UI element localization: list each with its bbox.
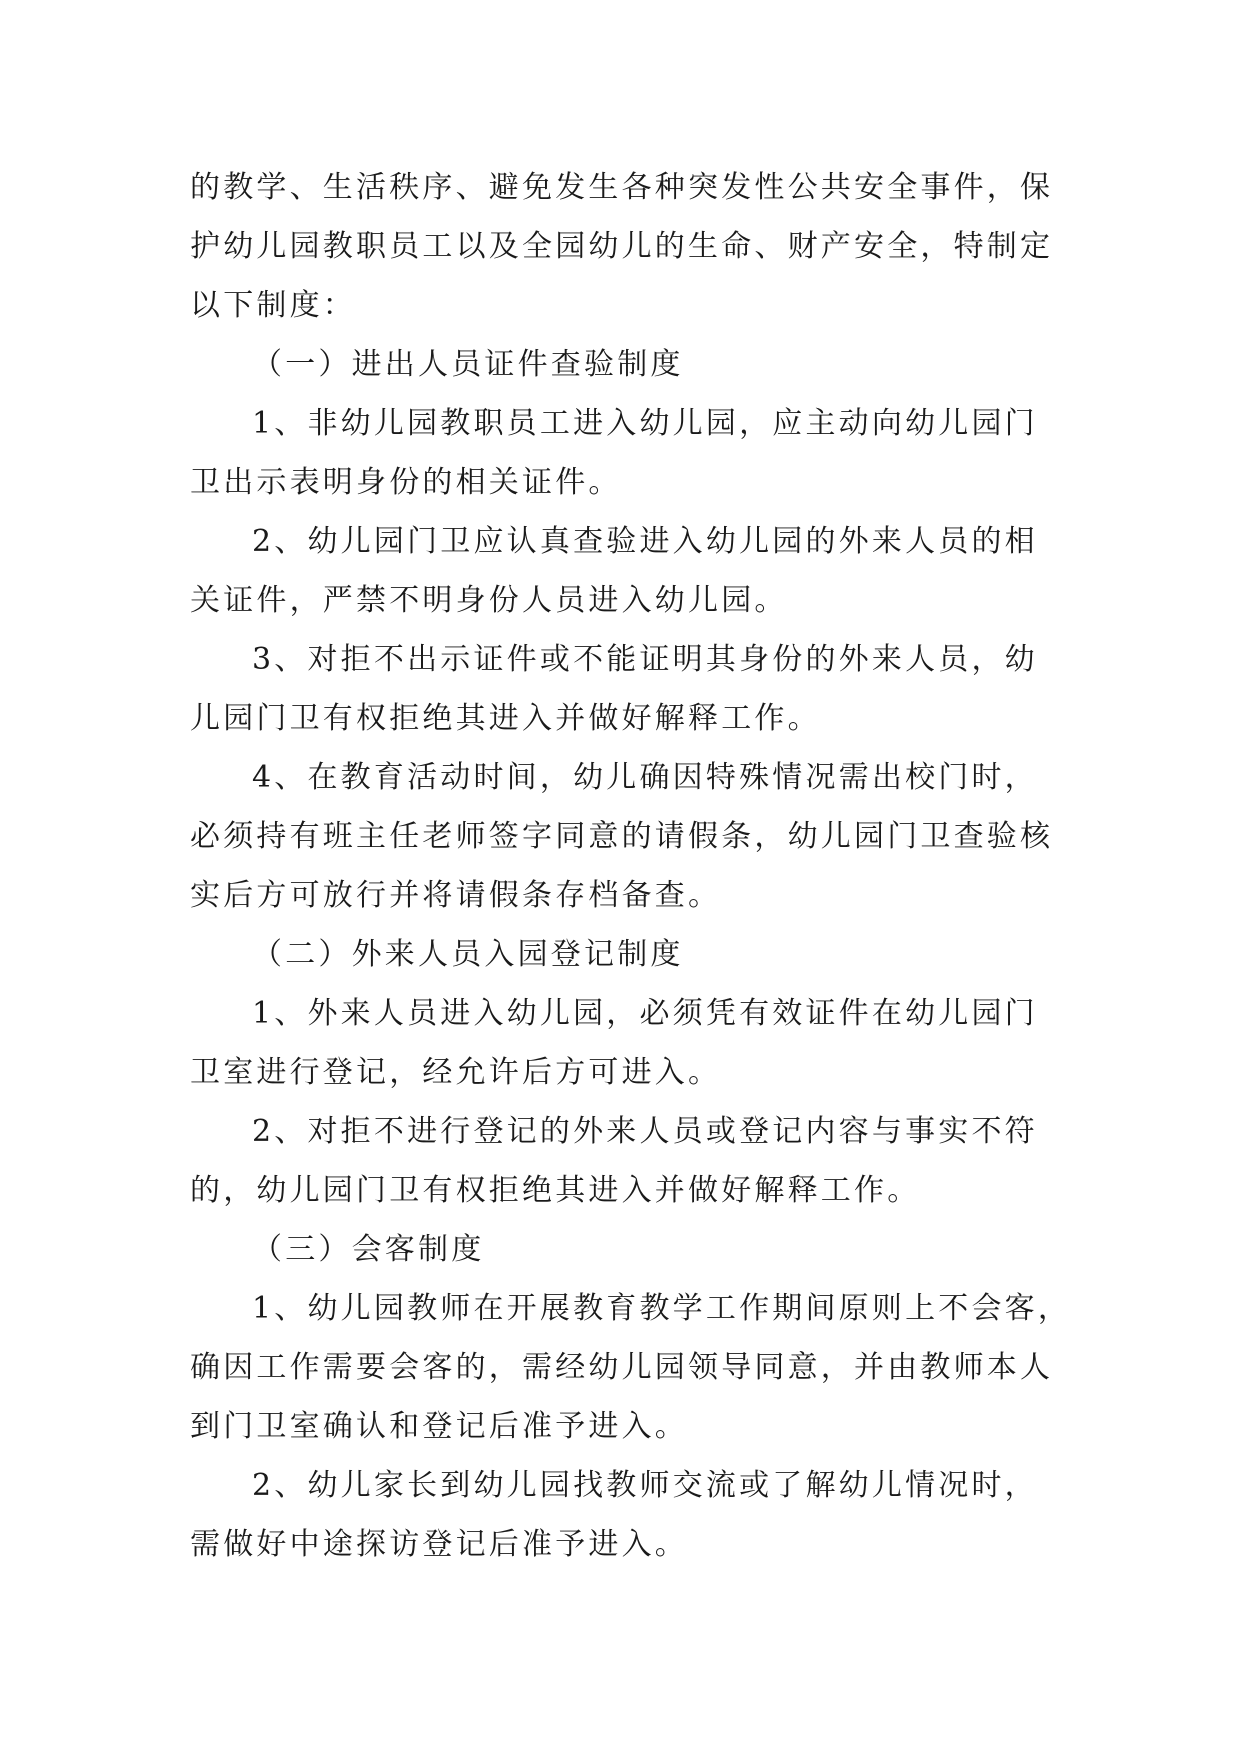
text-line: 卫室进行登记，经允许后方可进入。 <box>190 1055 722 1090</box>
text-line: 儿园门卫有权拒绝其进入并做好解释工作。 <box>190 701 821 736</box>
text-line: 以下制度： <box>190 288 356 323</box>
section-heading: （二）外来人员入园登记制度 <box>252 937 684 972</box>
text-line: 的，幼儿园门卫有权拒绝其进入并做好解释工作。 <box>190 1173 921 1208</box>
section-heading: （一）进出人员证件查验制度 <box>252 347 684 382</box>
text-line: 3、对拒不出示证件或不能证明其身份的外来人员，幼 <box>252 642 1038 677</box>
text-line: 需做好中途探访登记后准予进入。 <box>190 1527 688 1562</box>
text-line: 到门卫室确认和登记后准予进入。 <box>190 1409 688 1444</box>
text-line: 实后方可放行并将请假条存档备查。 <box>190 878 722 913</box>
text-line: 4、在教育活动时间，幼儿确因特殊情况需出校门时， <box>252 760 1038 795</box>
text-line: 卫出示表明身份的相关证件。 <box>190 465 622 500</box>
text-line: 关证件，严禁不明身份人员进入幼儿园。 <box>190 583 788 618</box>
text-line: 的教学、生活秩序、避免发生各种突发性公共安全事件，保 <box>190 170 1054 205</box>
text-line: 1、非幼儿园教职员工进入幼儿园，应主动向幼儿园门 <box>252 406 1038 441</box>
text-line: 1、幼儿园教师在开展教育教学工作期间原则上不会客， <box>252 1291 1072 1326</box>
section-heading: （三）会客制度 <box>252 1232 485 1267</box>
text-line: 必须持有班主任老师签字同意的请假条，幼儿园门卫查验核 <box>190 819 1054 854</box>
text-line: 2、幼儿家长到幼儿园找教师交流或了解幼儿情况时， <box>252 1468 1038 1503</box>
text-line: 1、外来人员进入幼儿园，必须凭有效证件在幼儿园门 <box>252 996 1038 1031</box>
text-line: 护幼儿园教职员工以及全园幼儿的生命、财产安全，特制定 <box>190 229 1054 264</box>
document-body <box>190 158 1072 1574</box>
text-line: 2、对拒不进行登记的外来人员或登记内容与事实不符 <box>252 1114 1038 1149</box>
text-line: 2、幼儿园门卫应认真查验进入幼儿园的外来人员的相 <box>252 524 1038 559</box>
text-line: 确因工作需要会客的，需经幼儿园领导同意，并由教师本人 <box>190 1350 1054 1385</box>
